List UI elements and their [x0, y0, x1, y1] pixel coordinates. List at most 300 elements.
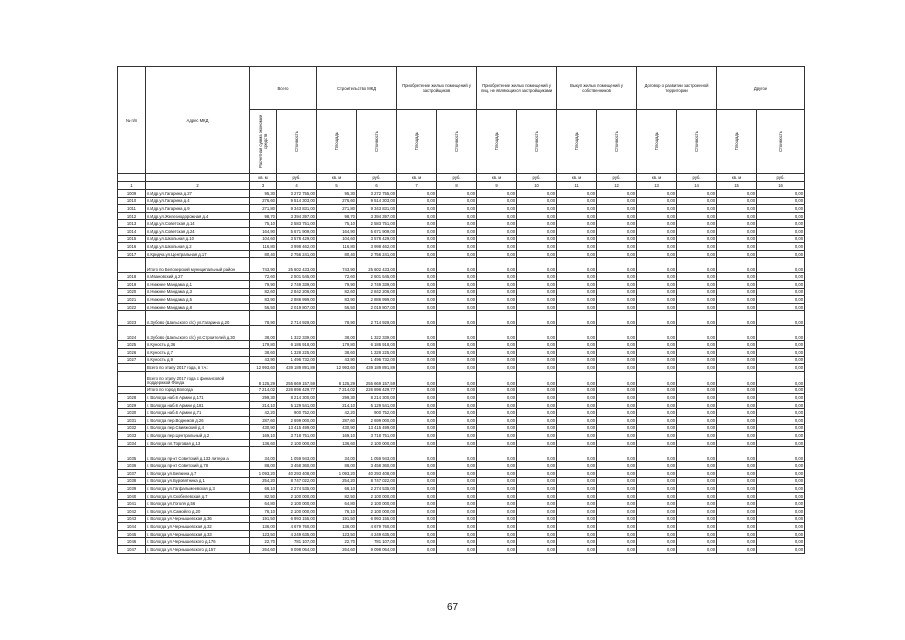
row-construction-cost: 2 100 000,00: [357, 439, 397, 447]
row-zero-area: 0,00: [717, 348, 757, 356]
column-number: 11: [557, 182, 597, 190]
row-address: г. Вологда пл.Торговая д.13: [146, 439, 250, 447]
row-zero-cost: 0,00: [597, 394, 637, 402]
table-row: [118, 326, 805, 341]
row-zero-cost: 0,00: [517, 492, 557, 500]
row-zero-area: 0,00: [637, 485, 677, 493]
row-zero-area: 0,00: [637, 538, 677, 546]
row-zero-area: 0,00: [397, 545, 437, 553]
row-zero-area: 0,00: [557, 258, 597, 273]
row-construction-cost: 2 756 241,00: [357, 250, 397, 258]
row-total-area: 12 993,60: [250, 364, 277, 372]
row-zero-area: 0,00: [397, 311, 437, 326]
row-address: п.Идр.ул.Гагарина д.4: [146, 197, 250, 205]
row-construction-area: 254,20: [317, 477, 357, 485]
row-zero-area: 0,00: [557, 212, 597, 220]
row-zero-area: 0,00: [557, 280, 597, 288]
row-zero-area: 0,00: [397, 288, 437, 296]
row-construction-area: 169,10: [317, 432, 357, 440]
subheader-cost: Стоимость: [437, 110, 477, 174]
row-id: 1045: [118, 530, 146, 538]
row-zero-cost: 0,00: [677, 523, 717, 531]
row-zero-area: 0,00: [557, 386, 597, 394]
row-zero-area: 0,00: [717, 515, 757, 523]
row-id: 1016: [118, 243, 146, 251]
row-zero-area: 0,00: [557, 409, 597, 417]
row-zero-cost: 0,00: [517, 220, 557, 228]
table-row: [118, 356, 805, 364]
row-zero-area: 0,00: [557, 424, 597, 432]
relocation-table: [117, 66, 805, 554]
row-zero-cost: 0,00: [757, 508, 805, 516]
row-zero-cost: 0,00: [517, 250, 557, 258]
row-zero-cost: 0,00: [597, 303, 637, 311]
row-total-cost: 8 747 022,00: [277, 477, 317, 485]
page-number: 67: [446, 602, 459, 613]
row-total-cost: 2 019 807,00: [277, 303, 317, 311]
row-id: 1014: [118, 227, 146, 235]
row-total-cost: 9 098 064,00: [277, 545, 317, 553]
row-address: Итого по Белозерский муниципальный район: [146, 258, 250, 273]
row-zero-cost: 0,00: [597, 530, 637, 538]
table-row: [118, 439, 805, 447]
row-zero-cost: 0,00: [517, 205, 557, 213]
row-construction-area: 82,50: [317, 492, 357, 500]
row-zero-cost: 0,00: [437, 212, 477, 220]
column-number: 15: [717, 182, 757, 190]
row-zero-cost: 0,00: [597, 508, 637, 516]
row-zero-area: 0,00: [477, 311, 517, 326]
column-number: 16: [757, 182, 805, 190]
row-address: г. Вологда пр-кт Советский д.133 литера а: [146, 447, 250, 462]
row-zero-cost: 0,00: [597, 386, 637, 394]
row-total-cost: 3 458 360,00: [277, 462, 317, 470]
row-total-area: 38,00: [250, 326, 277, 341]
row-id: [118, 364, 146, 372]
row-total-area: 191,50: [250, 515, 277, 523]
row-zero-area: 0,00: [397, 326, 437, 341]
row-address: г. Вологда ул.Буровятника д.1: [146, 477, 250, 485]
header-total: Всего: [250, 67, 317, 110]
row-zero-area: 0,00: [717, 447, 757, 462]
row-zero-cost: 0,00: [597, 409, 637, 417]
row-zero-area: 0,00: [477, 235, 517, 243]
row-zero-cost: 0,00: [597, 545, 637, 553]
row-zero-area: 0,00: [397, 212, 437, 220]
row-zero-area: 0,00: [637, 530, 677, 538]
row-zero-cost: 0,00: [757, 462, 805, 470]
table-row: [118, 492, 805, 500]
row-construction-area: 276,60: [317, 197, 357, 205]
row-zero-cost: 0,00: [597, 212, 637, 220]
row-construction-cost: 9 098 064,00: [357, 545, 397, 553]
row-total-cost: 900 752,00: [277, 409, 317, 417]
row-total-area: 254,20: [250, 477, 277, 485]
row-zero-cost: 0,00: [517, 235, 557, 243]
row-construction-cost: 2 714 929,00: [357, 311, 397, 326]
row-construction-area: 79,90: [317, 280, 357, 288]
table-row: [118, 311, 805, 326]
table-row: [118, 250, 805, 258]
row-zero-cost: 0,00: [757, 341, 805, 349]
row-zero-cost: 0,00: [677, 311, 717, 326]
row-zero-cost: 0,00: [437, 394, 477, 402]
row-total-area: 116,80: [250, 243, 277, 251]
row-zero-area: 0,00: [637, 280, 677, 288]
row-zero-area: 0,00: [557, 220, 597, 228]
row-zero-area: 0,00: [557, 401, 597, 409]
row-address: п.Нижнее Мандама д.3: [146, 288, 250, 296]
row-zero-area: 0,00: [557, 371, 597, 386]
row-id: 1041: [118, 500, 146, 508]
row-id: 1017: [118, 250, 146, 258]
column-number: 5: [317, 182, 357, 190]
row-construction-area: 80,40: [317, 250, 357, 258]
row-zero-area: 0,00: [397, 409, 437, 417]
row-zero-cost: 0,00: [677, 273, 717, 281]
row-zero-area: 0,00: [717, 538, 757, 546]
row-construction-area: 136,00: [317, 523, 357, 531]
row-zero-cost: 0,00: [757, 296, 805, 304]
row-zero-cost: 0,00: [437, 341, 477, 349]
table-row: [118, 394, 805, 402]
row-zero-cost: 0,00: [757, 447, 805, 462]
row-zero-cost: 0,00: [437, 190, 477, 198]
row-construction-cost: 6 993 155,00: [357, 515, 397, 523]
row-zero-cost: 0,00: [677, 190, 717, 198]
unit-label: руб.: [357, 174, 397, 182]
row-zero-area: 0,00: [477, 348, 517, 356]
row-zero-area: 0,00: [717, 500, 757, 508]
subheader-area: Площадь: [397, 110, 437, 174]
row-zero-area: 0,00: [557, 394, 597, 402]
subheader-area: Площадь: [557, 110, 597, 174]
row-zero-area: 0,00: [637, 243, 677, 251]
row-construction-area: 78,90: [317, 311, 357, 326]
row-id: 1024: [118, 326, 146, 341]
row-address: г. Вологда ул.Чернышевская д.36: [146, 515, 250, 523]
row-address: г. Вологда ул.Чернышевская д.33: [146, 530, 250, 538]
row-zero-cost: 0,00: [437, 348, 477, 356]
row-zero-area: 0,00: [717, 303, 757, 311]
row-zero-cost: 0,00: [437, 326, 477, 341]
row-zero-area: 0,00: [637, 250, 677, 258]
subheader-cost: Стоимость: [597, 110, 637, 174]
row-zero-area: 0,00: [477, 280, 517, 288]
row-construction-cost: 1 496 732,00: [357, 356, 397, 364]
row-construction-cost: 3 458 360,00: [357, 462, 397, 470]
row-zero-cost: 0,00: [757, 515, 805, 523]
row-zero-area: 0,00: [637, 303, 677, 311]
row-total-area: 430,90: [250, 424, 277, 432]
row-zero-cost: 0,00: [437, 417, 477, 425]
row-zero-area: 0,00: [557, 364, 597, 372]
row-zero-area: 0,00: [477, 258, 517, 273]
row-total-area: 98,70: [250, 212, 277, 220]
row-id: 1036: [118, 462, 146, 470]
table-row: [118, 258, 805, 273]
row-zero-area: 0,00: [397, 477, 437, 485]
row-id: 1027: [118, 356, 146, 364]
table-row: [118, 190, 805, 198]
row-zero-cost: 0,00: [517, 227, 557, 235]
row-construction-cost: 1 059 943,00: [357, 447, 397, 462]
row-zero-area: 0,00: [717, 364, 757, 372]
row-id: 1030: [118, 409, 146, 417]
row-construction-cost: 6 186 918,00: [357, 341, 397, 349]
units-cell-empty: [118, 174, 146, 182]
row-zero-area: 0,00: [717, 545, 757, 553]
row-id: 1026: [118, 348, 146, 356]
header-no: № п/п: [118, 67, 146, 174]
row-zero-area: 0,00: [557, 470, 597, 478]
row-construction-area: 88,00: [317, 462, 357, 470]
row-zero-area: 0,00: [477, 492, 517, 500]
row-zero-cost: 0,00: [517, 515, 557, 523]
row-total-area: 179,80: [250, 341, 277, 349]
subheader-area: Площадь: [317, 110, 357, 174]
row-total-area: 95,30: [250, 190, 277, 198]
row-zero-cost: 0,00: [597, 477, 637, 485]
row-zero-area: 0,00: [557, 190, 597, 198]
row-zero-cost: 0,00: [597, 280, 637, 288]
row-zero-area: 0,00: [397, 492, 437, 500]
row-address: п.Идр.ул.Железнодорожная д.4: [146, 212, 250, 220]
row-zero-cost: 0,00: [757, 243, 805, 251]
row-zero-cost: 0,00: [517, 288, 557, 296]
row-zero-area: 0,00: [397, 462, 437, 470]
subheader-area: Площадь: [637, 110, 677, 174]
row-zero-cost: 0,00: [597, 432, 637, 440]
row-construction-area: 191,50: [317, 515, 357, 523]
row-zero-area: 0,00: [477, 190, 517, 198]
table-row: [118, 296, 805, 304]
row-zero-area: 0,00: [717, 477, 757, 485]
row-zero-area: 0,00: [397, 280, 437, 288]
row-zero-area: 0,00: [637, 288, 677, 296]
row-construction-cost: 226 896 429,77: [357, 386, 397, 394]
unit-label: кв. м: [250, 174, 277, 182]
column-number: 4: [277, 182, 317, 190]
row-zero-cost: 0,00: [677, 212, 717, 220]
row-id: 1015: [118, 235, 146, 243]
row-zero-cost: 0,00: [757, 326, 805, 341]
row-zero-area: 0,00: [637, 492, 677, 500]
row-address: г. Вологда ул.Чернышевского д.176: [146, 538, 250, 546]
row-zero-cost: 0,00: [677, 250, 717, 258]
row-zero-area: 0,00: [637, 356, 677, 364]
table-row: [118, 364, 805, 372]
row-construction-cost: 439 189 891,89: [357, 364, 397, 372]
row-zero-area: 0,00: [397, 538, 437, 546]
row-zero-cost: 0,00: [757, 364, 805, 372]
row-construction-cost: 9 343 831,00: [357, 205, 397, 213]
row-zero-cost: 0,00: [677, 258, 717, 273]
row-total-cost: 2 756 241,00: [277, 250, 317, 258]
subheader-cost: Стоимость: [357, 110, 397, 174]
row-total-cost: 2 699 000,00: [277, 417, 317, 425]
row-address: г. Вологда ул.Скобелевская д.7: [146, 492, 250, 500]
row-zero-cost: 0,00: [517, 417, 557, 425]
row-zero-cost: 0,00: [437, 447, 477, 462]
row-zero-area: 0,00: [557, 530, 597, 538]
row-construction-area: 123,50: [317, 530, 357, 538]
row-construction-area: 38,00: [317, 326, 357, 341]
row-id: 1022: [118, 303, 146, 311]
row-zero-cost: 0,00: [677, 439, 717, 447]
row-zero-cost: 0,00: [677, 462, 717, 470]
row-zero-cost: 0,00: [437, 311, 477, 326]
row-zero-area: 0,00: [557, 508, 597, 516]
row-zero-cost: 0,00: [437, 462, 477, 470]
row-zero-area: 0,00: [717, 462, 757, 470]
unit-label: кв. м: [397, 174, 437, 182]
row-zero-area: 0,00: [477, 417, 517, 425]
row-zero-cost: 0,00: [437, 432, 477, 440]
unit-label: кв. м: [477, 174, 517, 182]
row-zero-area: 0,00: [717, 341, 757, 349]
row-id: 1018: [118, 273, 146, 281]
row-construction-cost: 3 718 751,00: [357, 432, 397, 440]
row-zero-cost: 0,00: [437, 273, 477, 281]
row-zero-cost: 0,00: [677, 364, 717, 372]
unit-label: руб.: [277, 174, 317, 182]
row-id: 1013: [118, 220, 146, 228]
row-total-area: 43,90: [250, 356, 277, 364]
row-id: 1020: [118, 288, 146, 296]
row-zero-area: 0,00: [477, 439, 517, 447]
row-address: п.Идр.ул.Школьная д.2: [146, 243, 250, 251]
row-zero-area: 0,00: [637, 273, 677, 281]
row-zero-area: 0,00: [397, 303, 437, 311]
row-address: п.Ивановский д.27: [146, 273, 250, 281]
row-zero-area: 0,00: [637, 197, 677, 205]
row-zero-area: 0,00: [637, 523, 677, 531]
row-zero-area: 0,00: [637, 424, 677, 432]
row-address: Всего по этапу 2017 года, в т.ч.:: [146, 364, 250, 372]
row-total-cost: 2 274 535,00: [277, 485, 317, 493]
row-zero-cost: 0,00: [437, 386, 477, 394]
table-row: [118, 432, 805, 440]
row-id: 1044: [118, 523, 146, 531]
row-zero-cost: 0,00: [597, 205, 637, 213]
row-zero-area: 0,00: [557, 447, 597, 462]
row-zero-area: 0,00: [637, 371, 677, 386]
row-construction-area: 38,60: [317, 348, 357, 356]
row-zero-cost: 0,00: [757, 273, 805, 281]
row-zero-cost: 0,00: [677, 227, 717, 235]
row-zero-cost: 0,00: [437, 401, 477, 409]
row-zero-area: 0,00: [397, 371, 437, 386]
column-number: 14: [677, 182, 717, 190]
row-construction-area: 430,90: [317, 424, 357, 432]
row-zero-cost: 0,00: [677, 530, 717, 538]
row-zero-area: 0,00: [557, 439, 597, 447]
row-zero-area: 0,00: [477, 250, 517, 258]
row-total-area: 34,00: [250, 447, 277, 462]
row-total-area: 299,30: [250, 394, 277, 402]
row-zero-cost: 0,00: [677, 371, 717, 386]
table-row: [118, 197, 805, 205]
row-zero-area: 0,00: [557, 417, 597, 425]
row-zero-area: 0,00: [717, 401, 757, 409]
row-zero-area: 0,00: [477, 288, 517, 296]
row-id: 1033: [118, 432, 146, 440]
row-zero-cost: 0,00: [437, 235, 477, 243]
row-id: 1046: [118, 538, 146, 546]
row-zero-cost: 0,00: [597, 424, 637, 432]
column-number: 6: [357, 182, 397, 190]
row-id: [118, 258, 146, 273]
row-zero-cost: 0,00: [677, 288, 717, 296]
row-zero-cost: 0,00: [437, 205, 477, 213]
row-zero-area: 0,00: [637, 258, 677, 273]
row-zero-cost: 0,00: [437, 227, 477, 235]
row-zero-cost: 0,00: [757, 439, 805, 447]
row-zero-area: 0,00: [637, 235, 677, 243]
row-zero-cost: 0,00: [517, 508, 557, 516]
row-construction-cost: 2 842 206,00: [357, 288, 397, 296]
row-construction-cost: 900 752,00: [357, 409, 397, 417]
row-zero-cost: 0,00: [437, 356, 477, 364]
row-construction-area: 179,80: [317, 341, 357, 349]
row-construction-cost: 3 272 755,00: [357, 190, 397, 198]
row-zero-area: 0,00: [397, 401, 437, 409]
row-zero-area: 0,00: [557, 235, 597, 243]
row-total-area: 80,40: [250, 250, 277, 258]
row-total-cost: 255 669 157,59: [277, 371, 317, 386]
row-zero-area: 0,00: [717, 190, 757, 198]
row-construction-cost: 3 394 397,00: [357, 212, 397, 220]
row-construction-area: 82,60: [317, 288, 357, 296]
row-construction-area: 95,30: [317, 190, 357, 198]
row-id: [118, 371, 146, 386]
row-zero-area: 0,00: [557, 523, 597, 531]
table-row: [118, 280, 805, 288]
row-zero-area: 0,00: [397, 227, 437, 235]
row-total-area: 264,60: [250, 545, 277, 553]
row-zero-area: 0,00: [477, 220, 517, 228]
row-zero-cost: 0,00: [437, 515, 477, 523]
row-zero-cost: 0,00: [437, 508, 477, 516]
row-zero-cost: 0,00: [517, 348, 557, 356]
row-zero-area: 0,00: [397, 432, 437, 440]
row-zero-cost: 0,00: [757, 220, 805, 228]
row-address: п.Идр.ул.Советская д.14: [146, 220, 250, 228]
header-development-contract: Договор о развитии застроенной территории: [637, 67, 717, 110]
subheader-cost: Стоимость: [757, 110, 805, 174]
row-total-area: 169,10: [250, 432, 277, 440]
units-cell-empty: [146, 174, 250, 182]
unit-label: руб.: [757, 174, 805, 182]
row-id: 1043: [118, 515, 146, 523]
row-zero-area: 0,00: [557, 348, 597, 356]
row-total-area: 82,50: [250, 492, 277, 500]
column-number: 2: [146, 182, 250, 190]
row-construction-cost: 2 274 535,00: [357, 485, 397, 493]
row-zero-cost: 0,00: [677, 303, 717, 311]
row-zero-cost: 0,00: [437, 220, 477, 228]
row-zero-area: 0,00: [397, 417, 437, 425]
row-zero-cost: 0,00: [517, 462, 557, 470]
row-zero-cost: 0,00: [517, 530, 557, 538]
row-zero-cost: 0,00: [597, 447, 637, 462]
row-zero-cost: 0,00: [437, 288, 477, 296]
row-zero-area: 0,00: [557, 227, 597, 235]
row-zero-cost: 0,00: [517, 341, 557, 349]
row-zero-cost: 0,00: [757, 227, 805, 235]
row-construction-area: 116,80: [317, 243, 357, 251]
